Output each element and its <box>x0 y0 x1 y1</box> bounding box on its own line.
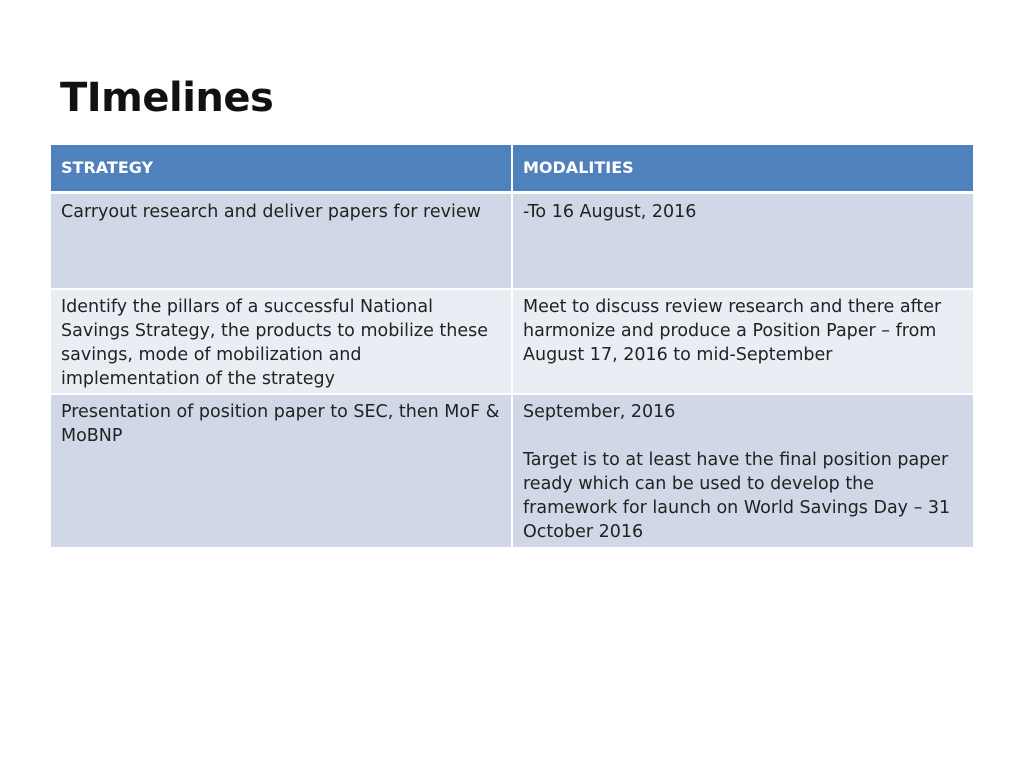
strategy-cell: Presentation of position paper to SEC, then MoF & MoBNP <box>51 394 512 548</box>
modalities-text: September, 2016 <box>523 402 676 422</box>
modalities-text: -To 16 August, 2016 <box>523 201 697 222</box>
modalities-text: Meet to discuss review research and there after harmonize and produce a Position Paper – from August 17, 2016 to mid-September <box>523 297 942 365</box>
modalities-text: Target is to at least have the final position paper ready which can be used to develop the framework for launch on World Savings Day – 31 October 2016 <box>523 450 951 542</box>
slide-title: TImelines <box>60 75 274 121</box>
table-header-row <box>51 145 973 192</box>
timeline-table <box>51 145 973 549</box>
modalities-cell <box>512 192 973 289</box>
table-row <box>51 394 973 548</box>
strategy-cell: Identify the pillars of a successful National Savings Strategy, the products to mobilize these savings, mode of mobilization and implementation of the strategy <box>51 289 512 394</box>
modalities-cell <box>512 394 973 548</box>
strategy-cell: Carryout research and deliver papers for review <box>51 192 512 289</box>
paragraph-gap <box>523 424 963 448</box>
column-header-strategy: STRATEGY <box>51 145 512 192</box>
column-header-modalities: MODALITIES <box>512 145 973 192</box>
table-row <box>51 289 973 394</box>
modalities-cell <box>512 289 973 394</box>
table-row <box>51 192 973 289</box>
